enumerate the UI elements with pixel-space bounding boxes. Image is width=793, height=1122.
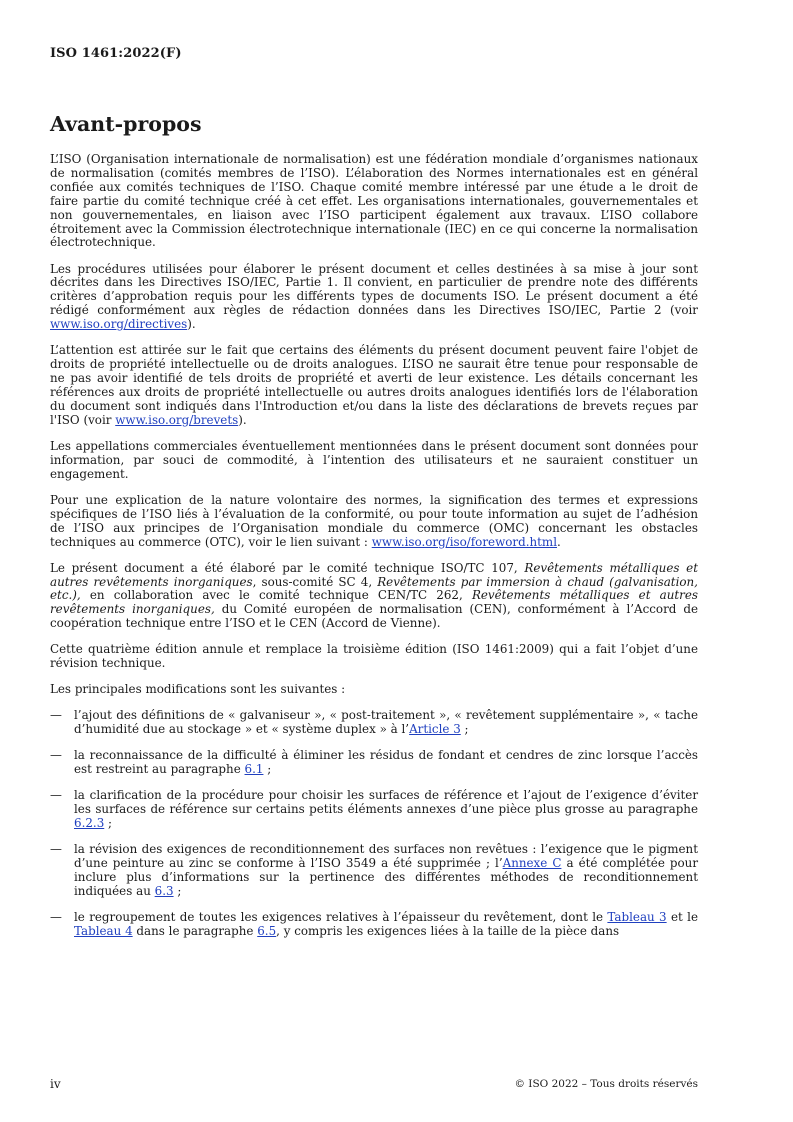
page-title: Avant-propos [50, 112, 202, 136]
paragraph-committee: Le présent document a été élaboré par le comité technique ISO/TC 107, Revêtements métalliques et autres revêtements inorganiques, sous-comité SC 4, Revêtements par immersion à chaud (galvanisation, etc.), en collaboration avec le comité technique CEN/TC 262, Revêtements métalliques et autres revêtements inorganiques, du Comité européen de normalisation (CEN), conformément à l’Accord de coopération technique entre l’ISO et le CEN (Accord de Vienne). [50, 560, 698, 631]
link-6-2-3[interactable]: 6.2.3 [74, 816, 105, 831]
link-tableau-3[interactable]: Tableau 3 [607, 909, 667, 924]
paragraph-patents: L’attention est attirée sur le fait que certains des éléments du présent document peuvent faire l'objet de droits de propriété intellectuelle ou de droits analogues. L’ISO ne saurait être tenue pour responsable de ne pas avoir identifié de tels droits de propriété et averti de leur existence. Les détails concernant les références aux droits de propriété intellectuelle ou autres droits analogues identifiés lors de l'élaboration du document sont indiqués dans l'Introduction et/ou dans la liste des déclarations de brevets reçues par l'ISO (voir www.iso.org/brevets). [50, 343, 698, 427]
list-item: — la clarification de la procédure pour choisir les surfaces de référence et l’ajout de l’exigence d’éviter les surfaces de référence sur certains petits éléments annexes d’une pièce plus grosse au paragraphe 6.2.3 ; [50, 788, 698, 831]
link-brevets[interactable]: www.iso.org/brevets [115, 412, 239, 427]
paragraph-edition: Cette quatrième édition annule et remplace la troisième édition (ISO 1461:2009) qui a fait l’objet d’une révision technique. [50, 642, 698, 671]
link-6-1[interactable]: 6.1 [244, 762, 264, 777]
link-6-3[interactable]: 6.3 [154, 883, 174, 898]
list-dash: — [50, 842, 62, 857]
paragraph-changes-intro: Les principales modifications sont les suivantes : [50, 682, 346, 697]
list-item: — la reconnaissance de la difficulté à éliminer les résidus de fondant et cendres de zinc lorsque l’accès est restreint au paragraphe 6.1 ; [50, 748, 698, 777]
list-item: — le regroupement de toutes les exigences relatives à l’épaisseur du revêtement, dont le Tableau 3 et le Tableau 4 dans le paragraphe 6.5, y compris les exigences liées à la taille de la pièce dans [50, 909, 698, 938]
link-tableau-4[interactable]: Tableau 4 [74, 923, 133, 938]
paragraph-voluntary-nature: Pour une explication de la nature volontaire des normes, la signification des termes et expressions spécifiques de l’ISO liés à l’évaluation de la conformité, ou pour toute information au sujet de l’adhésion de l’ISO aux principes de l’Organisation mondiale du commerce (OMC) concernant les obstacles techniques au commerce (OTC), voir le lien suivant : www.iso.org/iso/foreword.html. [50, 492, 698, 549]
foreword-body [50, 153, 698, 951]
paragraph-procedures: Les procédures utilisées pour élaborer le présent document et celles destinées à sa mise à jour sont décrites dans les Directives ISO/IEC, Partie 1. Il convient, en particulier de prendre note des différents critères d’approbation requis pour les différents types de documents ISO. Le présent document a été rédigé conformément aux règles de rédaction données dans les Directives ISO/IEC, Partie 2 (voir www.iso.org/directives). [50, 261, 698, 332]
paragraph-iso-intro: L’ISO (Organisation internationale de normalisation) est une fédération mondiale d’organismes nationaux de normalisation (comités membres de l’ISO). L’élaboration des Normes internationales est en général confiée aux comités techniques de l’ISO. Chaque comité membre intéressé par une étude a le droit de faire partie du comité technique créé à cet effet. Les organisations internationales, gouvernementales et non gouvernementales, en liaison avec l’ISO participent également aux travaux. L’ISO collabore étroitement avec la Commission électrotechnique internationale (IEC) en ce qui concerne la normalisation électrotechnique. [50, 152, 698, 250]
page-number: iv [50, 1077, 61, 1091]
list-dash: — [50, 909, 62, 924]
link-directives[interactable]: www.iso.org/directives [50, 317, 188, 332]
link-annexe-c[interactable]: Annexe C [502, 856, 562, 871]
list-dash: — [50, 748, 62, 763]
link-6-5[interactable]: 6.5 [257, 923, 277, 938]
link-article-3[interactable]: Article 3 [409, 722, 461, 737]
list-item: — la révision des exigences de reconditionnement des surfaces non revêtues : l’exigence que le pigment d’une peinture au zinc se conforme à l’ISO 3549 a été supprimée ; l’Annexe C a été complétée pour inclure plus d’informations sur la pertinence des différentes méthodes de reconditionnement indiquées au 6.3 ; [50, 842, 698, 898]
list-dash: — [50, 708, 62, 723]
copyright-notice: © ISO 2022 – Tous droits réservés [514, 1078, 698, 1090]
link-foreword[interactable]: www.iso.org/iso/foreword.html [371, 534, 557, 549]
document-id: ISO 1461:2022(F) [50, 46, 182, 61]
list-dash: — [50, 788, 62, 803]
paragraph-trade-names: Les appellations commerciales éventuellement mentionnées dans le présent document sont données pour information, par souci de commodité, à l’intention des utilisateurs et ne sauraient constituer un engagement. [50, 438, 698, 481]
list-item: — l’ajout des définitions de « galvaniseur », « post-traitement », « revêtement supplémentaire », « tache d’humidité due au stockage » et « système duplex » à l’Article 3 ; [50, 708, 698, 737]
